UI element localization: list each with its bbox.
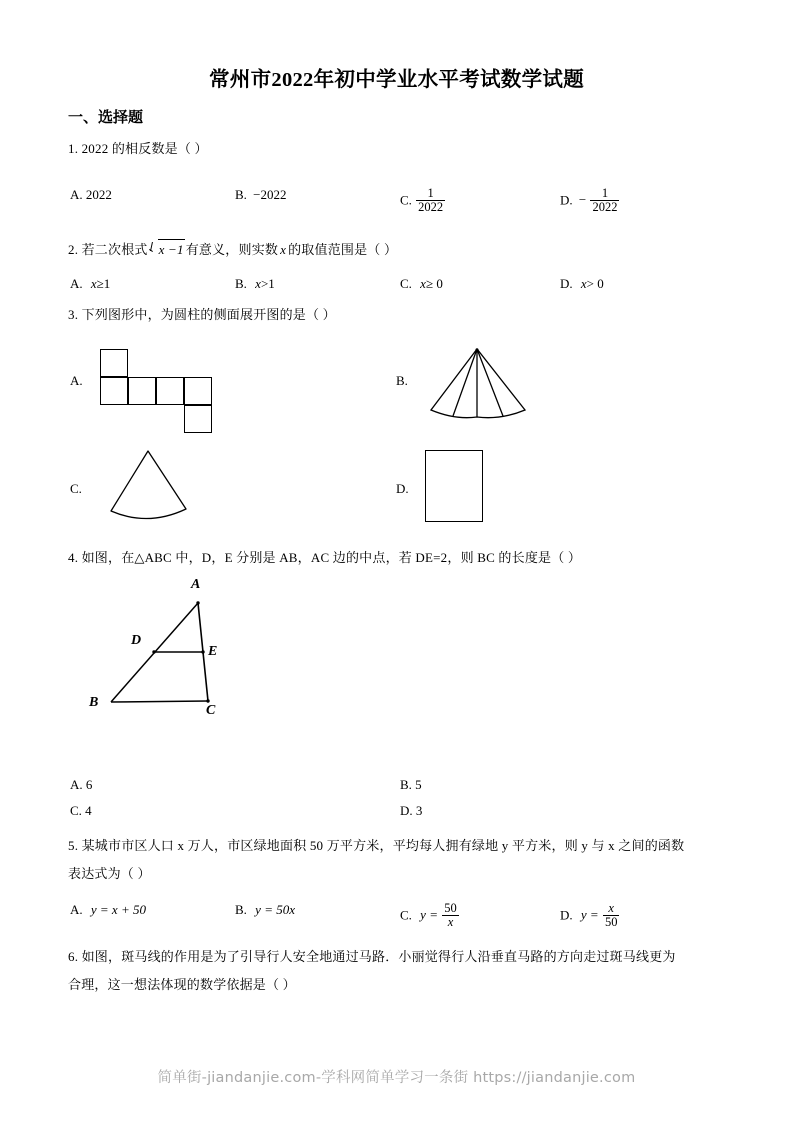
triangle-point-label-e: E — [208, 644, 218, 659]
question-5-stem-line-1: 5. 某城市市区人口 x 万人，市区绿地面积 50 万平方米，平均每人拥有绿地 y 平方米，则 y 与 x 之间的函数 — [68, 838, 685, 853]
fraction-numerator: 50 — [444, 901, 457, 915]
option-label: C. — [400, 276, 412, 291]
option-relation: >1 — [260, 276, 275, 291]
question-5-option-b[interactable] — [235, 902, 295, 918]
option-variable: x — [580, 276, 587, 291]
figure-rectangle — [425, 450, 483, 522]
question-2-option-b[interactable] — [235, 276, 275, 292]
fraction-numerator: 1 — [427, 186, 434, 200]
option-relation: ≥1 — [96, 276, 111, 291]
question-2-stem-part1: 2. 若二次根式 — [68, 242, 148, 257]
option-label: D. — [400, 803, 413, 818]
triangle-point-label-d: D — [131, 633, 142, 648]
option-label: A. — [70, 187, 83, 202]
option-text: 4 — [85, 803, 92, 818]
triangle-vertex-label-c: C — [206, 703, 216, 718]
question-2-option-c[interactable] — [400, 276, 443, 292]
option-text: y = x + 50 — [90, 902, 146, 917]
option-label: B. — [235, 187, 247, 202]
net-square — [100, 377, 128, 405]
fraction-denominator: 2022 — [592, 200, 618, 215]
page-title: 常州市2022年初中学业水平考试数学试题 — [209, 69, 584, 91]
question-1-stem: 1. 2022 的相反数是（ ） — [68, 141, 208, 156]
option-lhs: y = — [580, 907, 599, 923]
question-3-option-b-label[interactable]: B. — [396, 373, 408, 388]
option-label: D. — [560, 192, 573, 208]
question-3-option-a-label[interactable]: A. — [70, 373, 83, 388]
net-square — [128, 377, 156, 405]
option-variable: x — [255, 276, 261, 291]
net-square — [184, 405, 212, 433]
question-1-option-a[interactable] — [70, 187, 112, 203]
question-4-option-c[interactable] — [70, 803, 92, 819]
option-text: 2022 — [85, 187, 112, 202]
question-5-stem-line-2: 表达式为（ ） — [68, 866, 151, 881]
question-4-stem: 4. 如图，在△ABC 中，D，E 分别是 AB，AC 边的中点，若 DE=2，则 BC 的长度是（ ） — [68, 550, 582, 565]
net-square — [184, 377, 212, 405]
option-label: A. — [70, 777, 83, 792]
option-label: A. — [70, 902, 83, 917]
question-3-option-d-label[interactable]: D. — [396, 481, 409, 496]
radicand: x −1 — [158, 239, 185, 260]
option-label: C. — [70, 803, 82, 818]
option-text: y = 50x — [255, 902, 295, 917]
fraction-one-over-2022 — [416, 187, 445, 214]
option-text: 5 — [415, 777, 422, 792]
fraction-x-over-fifty — [603, 902, 620, 929]
question-3-stem: 3. 下列图形中，为圆柱的侧面展开图的是（ ） — [68, 307, 336, 322]
option-text: 3 — [415, 803, 423, 818]
fraction-numerator: x — [608, 901, 614, 915]
fraction-denominator: 2022 — [418, 200, 444, 215]
question-1-option-c[interactable] — [400, 187, 446, 214]
option-text: −2022 — [253, 187, 287, 202]
question-3-option-c-label[interactable]: C. — [70, 481, 82, 496]
question-1-option-b[interactable] — [235, 187, 287, 203]
figure-triangle-abc — [75, 577, 255, 733]
option-variable: x — [90, 276, 97, 291]
option-label: A. — [70, 276, 83, 291]
question-6-stem-line-2: 合理，这一想法体现的数学依据是（ ） — [68, 977, 296, 992]
option-label: D. — [560, 907, 573, 923]
question-5-option-a[interactable] — [70, 902, 146, 918]
net-square — [100, 349, 128, 377]
option-variable: x — [420, 276, 426, 291]
question-2-stem — [68, 239, 397, 260]
option-label: C. — [400, 907, 412, 923]
question-1-option-d[interactable] — [560, 187, 620, 214]
question-5-option-d[interactable] — [560, 902, 620, 929]
question-4-option-d[interactable] — [400, 803, 422, 819]
fraction-fifty-over-x — [442, 902, 459, 929]
question-2-stem-part2: 有意义，则实数 — [185, 242, 279, 257]
section-heading-multiple-choice: 一、选择题 — [68, 110, 144, 126]
option-text: 6 — [85, 777, 93, 792]
option-relation: ≥ 0 — [425, 276, 443, 291]
option-relation: > 0 — [586, 276, 604, 291]
option-label: B. — [235, 902, 247, 917]
fraction-denominator: x — [442, 915, 459, 929]
question-4-option-b[interactable] — [400, 777, 422, 793]
question-6-stem-line-1: 6. 如图，斑马线的作用是为了引导行人安全地通过马路．小丽觉得行人沿垂直马路的方向走过斑马线更为 — [68, 949, 676, 964]
question-2-variable: x — [280, 242, 287, 257]
question-2-option-d[interactable] — [560, 276, 604, 292]
square-root-icon — [149, 239, 185, 260]
figure-cube-net — [100, 349, 220, 433]
fraction-denominator: 50 — [604, 915, 618, 930]
fraction-one-over-2022 — [590, 187, 619, 214]
minus-sign: − — [578, 192, 587, 208]
triangle-vertex-label-b: B — [89, 695, 99, 710]
question-5-option-c[interactable] — [400, 902, 460, 929]
figure-circular-sector — [103, 447, 203, 527]
triangle-vertex-label-a: A — [191, 577, 201, 592]
option-label: C. — [400, 192, 412, 208]
option-label: B. — [400, 777, 412, 792]
fraction-numerator: 1 — [601, 186, 609, 200]
net-square — [156, 377, 184, 405]
question-2-option-a[interactable] — [70, 276, 110, 292]
option-label: B. — [235, 276, 247, 291]
question-4-option-a[interactable] — [70, 777, 92, 793]
question-2-stem-part3: 的取值范围是（ ） — [288, 242, 398, 257]
figure-pyramid-fan — [425, 346, 535, 426]
footer-watermark: 简单街-jiandanjie.com-学科网简单学习一条街 https://jiandanjie.com — [157, 1070, 636, 1086]
option-label: D. — [560, 276, 573, 291]
option-lhs: y = — [420, 907, 438, 923]
